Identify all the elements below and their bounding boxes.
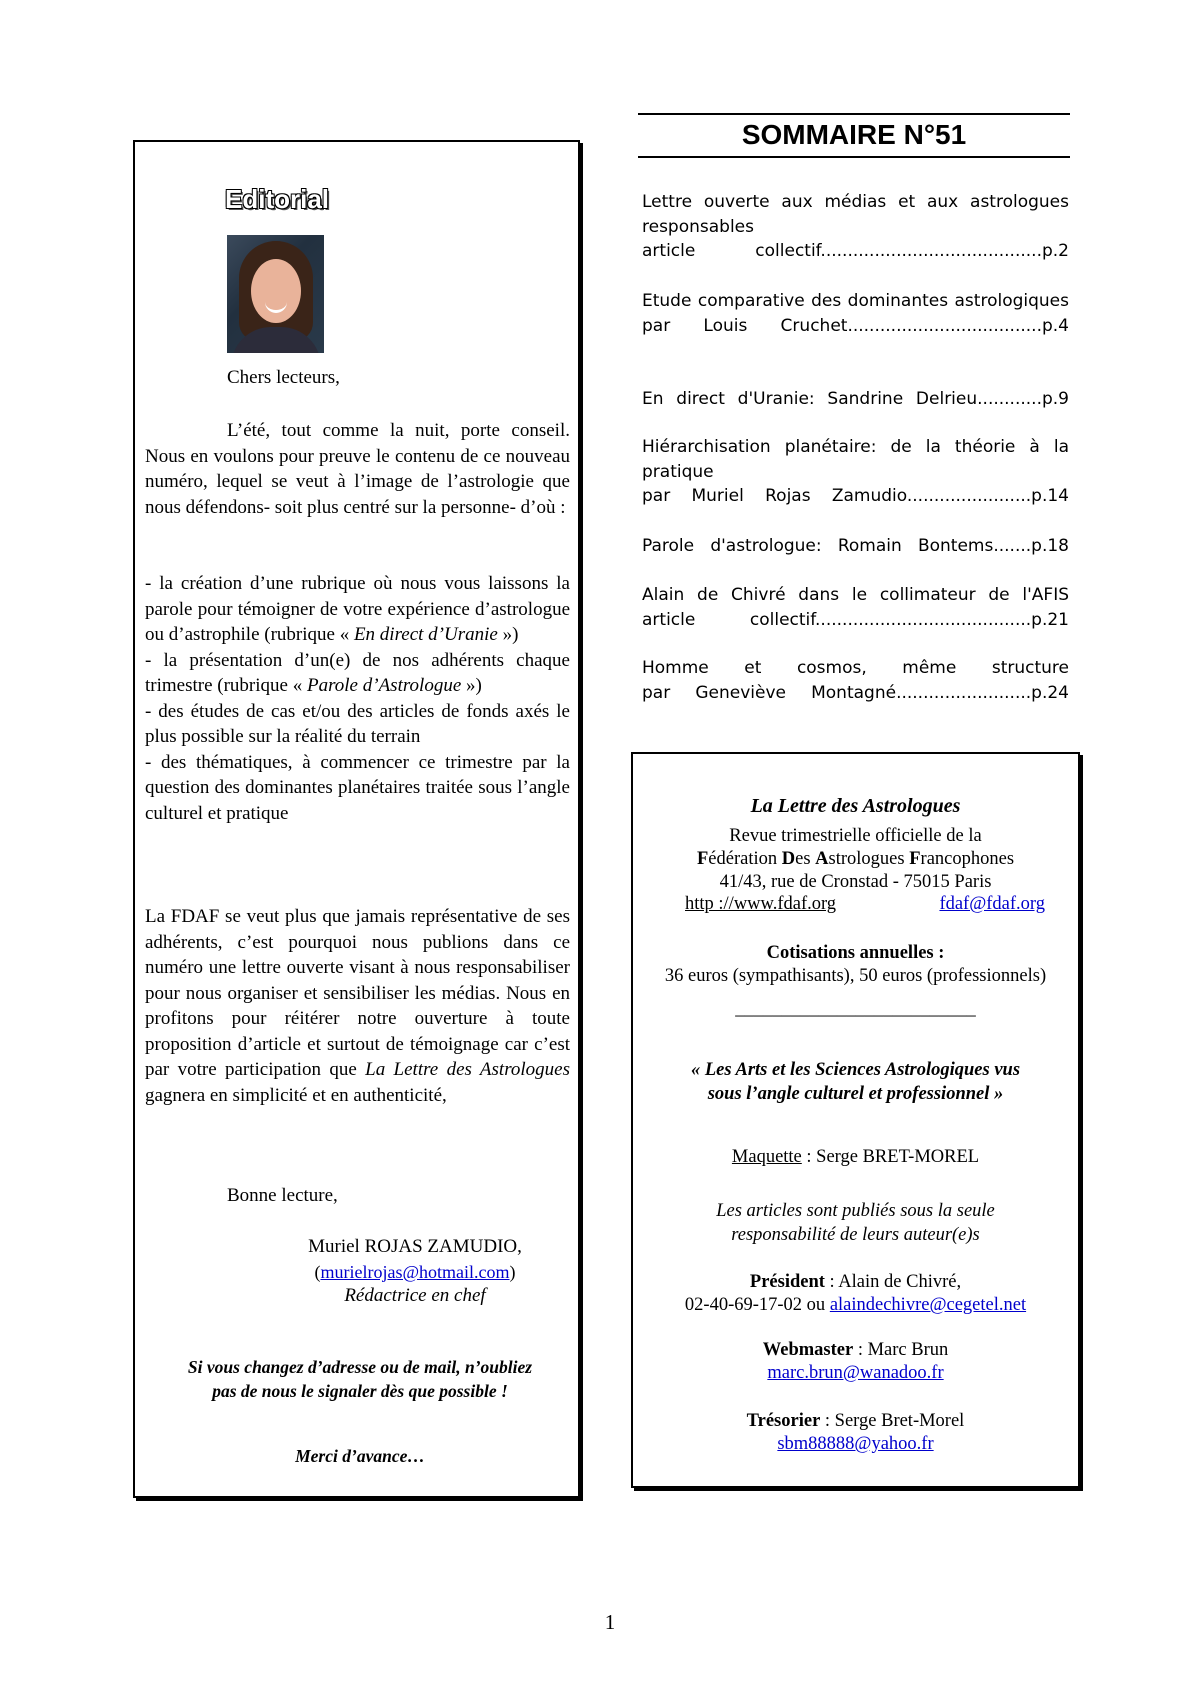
toc-entry[interactable]: Homme et cosmos, même structure par Geneviève Montagné.........................p.24 <box>642 658 1069 703</box>
president-email-link[interactable]: alaindechivre@cegetel.net <box>829 1295 1027 1315</box>
treasurer: Trésorier : Serge Bret-Morel <box>746 1411 965 1431</box>
editorial-greeting: Chers lecteurs, <box>227 367 340 388</box>
toc-entry[interactable]: Lettre ouverte aux médias et aux astrologues responsables article collectif.........................................p.2 <box>642 192 1069 261</box>
editorial-box <box>133 140 580 1498</box>
author-email-link[interactable]: murielrojas@hotmail.com <box>320 1262 510 1282</box>
website-link[interactable]: http ://www.fdaf.org <box>685 894 837 914</box>
editorial-paragraph-2: La FDAF se veut plus que jamais représentative de ses adhérents, c’est pourquoi nous publions dans ce numéro une lettre ouverte visant à nous responsabiliser pour nous organiser et sensibiliser les médias. Nous en profitons pour réitérer notre ouverture à toute proposition d’article et surtout de témoignage car c’est par votre participation que La Lettre des Astrologues gagnera en simplicité et en authenticité, <box>145 906 570 1106</box>
editorial-list-item: - des thématiques, à commencer ce trimestre par la question des dominantes planétaires traitée sous l’angle culturel et pratique <box>145 751 570 824</box>
editorial-title: Editorial <box>225 184 330 214</box>
editorial-list-item: - la présentation d’un(e) de nos adhérents chaque trimestre (rubrique « Parole d’Astrologue ») <box>145 649 570 696</box>
disclaimer: Les articles sont publiés sous la seule responsabilité de leurs auteur(e)s <box>716 1201 995 1245</box>
editorial-list <box>145 571 570 826</box>
publication-motto: « Les Arts et les Sciences Astrologiques vus sous l’angle culturel et professionnel » <box>690 1060 1021 1104</box>
publication-description: Revue trimestrielle officielle de la <box>729 826 982 846</box>
toc-entry[interactable]: Etude comparative des dominantes astrologiques par Louis Cruchet....................................p.4 <box>642 291 1069 336</box>
treasurer-email-link[interactable]: sbm88888@yahoo.fr <box>777 1434 934 1454</box>
treasurer-contact <box>633 1433 1078 1457</box>
toc-entry[interactable]: Parole d'astrologue: Romain Bontems.......p.18 <box>642 536 1069 556</box>
editor-photo <box>227 235 324 353</box>
editorial-thanks: Merci d’avance… <box>295 1446 425 1466</box>
federation-name: Fédération Des Astrologues Francophones <box>696 849 1015 869</box>
layout-credit: Maquette : Serge BRET-MOREL <box>731 1147 980 1167</box>
editorial-paragraph-1: L’été, tout comme la nuit, porte conseil. Nous en voulons pour preuve le contenu de ce nouveau numéro, lequel se veut à l’image de l’astrologie que nous défendons- soit plus centré sur la personne- d’où : <box>145 420 570 518</box>
toc-entry[interactable]: Hiérarchisation planétaire: de la théorie à la pratique par Muriel Rojas Zamudio.......................p.14 <box>642 437 1069 506</box>
editorial-author: Muriel ROJAS ZAMUDIO, <box>308 1236 522 1257</box>
dues-title: Cotisations annuelles : <box>766 943 945 963</box>
publication-name: La Lettre des Astrologues <box>750 795 961 817</box>
editorial-closing: Bonne lecture, <box>227 1185 338 1206</box>
webmaster-contact <box>633 1362 1078 1386</box>
toc-entry[interactable]: Alain de Chivré dans le collimateur de l'AFIS article collectif........................................p.21 <box>642 585 1069 630</box>
editorial-list-item: - la création d’une rubrique où nous vous laissons la parole pour témoigner de votre expérience d’astrologue ou d’astrophile (rubrique « En direct d’Uranie ») <box>145 573 570 645</box>
president: Président : Alain de Chivré, <box>749 1272 962 1292</box>
webmaster: Webmaster : Marc Brun <box>762 1340 949 1360</box>
editorial-author-role: Rédactrice en chef <box>344 1285 486 1306</box>
editorial-address-notice: Si vous changez d’adresse ou de mail, n’oubliez pas de nous le signaler dès que possible ! <box>187 1357 533 1401</box>
sommaire-title: SOMMAIRE N°51 <box>638 113 1070 158</box>
separator: __________________________ <box>735 999 976 1019</box>
federation-address: 41/43, rue de Cronstad - 75015 Paris <box>719 872 992 892</box>
webmaster-email-link[interactable]: marc.brun@wanadoo.fr <box>767 1363 944 1383</box>
toc-entry[interactable]: En direct d'Uranie: Sandrine Delrieu............p.9 <box>642 389 1069 409</box>
dues-amounts: 36 euros (sympathisants), 50 euros (professionnels) <box>664 966 1047 986</box>
federation-links <box>685 894 1045 915</box>
editorial-author-email-line: (murielrojas@hotmail.com) <box>314 1262 516 1282</box>
president-contact: 02-40-69-17-02 ou alaindechivre@cegetel.net <box>684 1295 1027 1315</box>
publication-info-box <box>631 752 1080 1488</box>
page-number: 1 <box>604 1610 616 1634</box>
federation-email-link[interactable]: fdaf@fdaf.org <box>939 894 1045 914</box>
editorial-list-item: - des études de cas et/ou des articles de fonds axés le plus possible sur la réalité du terrain <box>145 700 570 747</box>
